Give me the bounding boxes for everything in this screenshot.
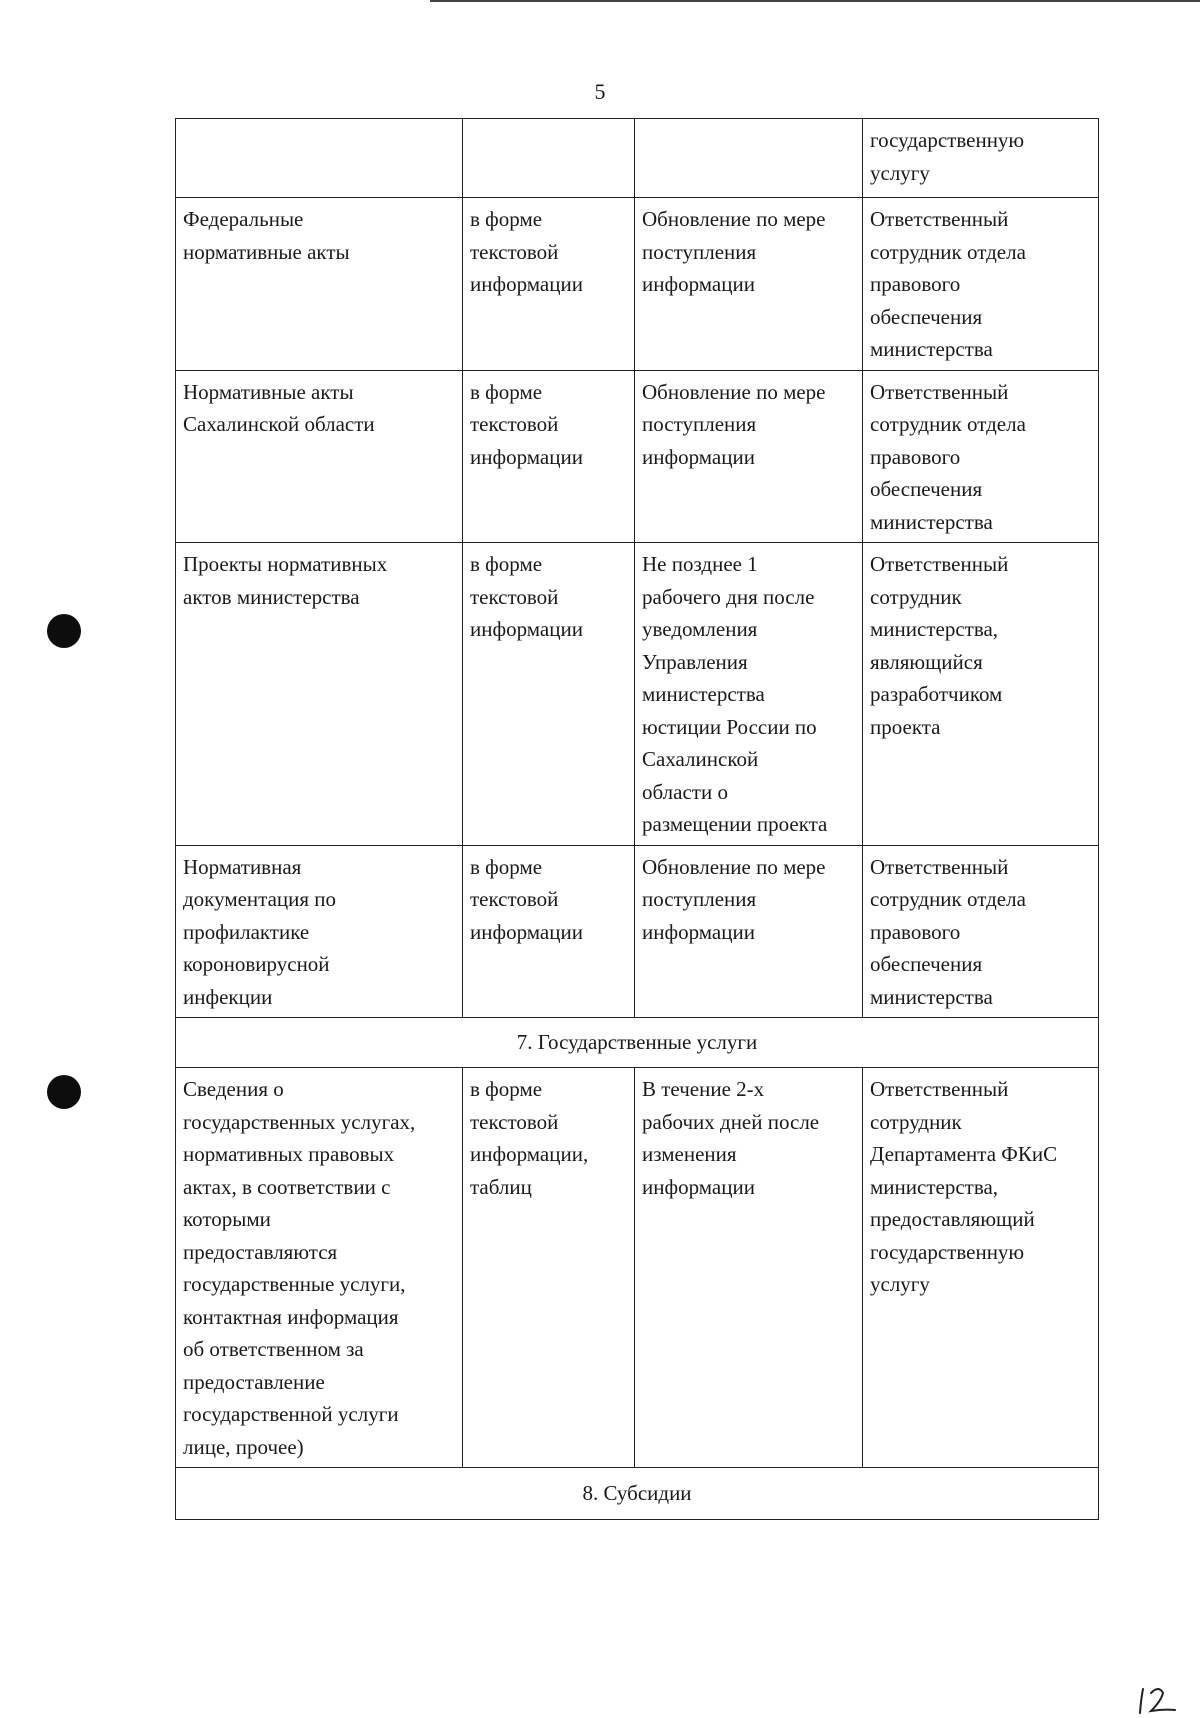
cell-text: В течение 2-х рабочих дней после изменения информации bbox=[642, 1077, 820, 1199]
punch-hole bbox=[47, 614, 81, 648]
cell-text: в форме текстовой информации bbox=[470, 207, 583, 296]
info-publication-table bbox=[175, 118, 1099, 1520]
handwritten-sheet-number bbox=[1137, 1685, 1179, 1715]
section-title: 8. Субсидии bbox=[176, 1468, 1099, 1520]
scan-edge-line bbox=[430, 0, 1200, 2]
section-header-row bbox=[176, 1468, 1099, 1520]
cell-text: Сведения о государственных услугах, нормативных правовых актах, в соответствии с которыми предоставляются государственные услуги, контактная информация об ответственном за предоставление государственной услуги лице, прочее) bbox=[183, 1077, 416, 1459]
cell-text: Федеральные нормативные акты bbox=[183, 207, 350, 264]
cell-text: Нормативная документация по профилактике короновирусной инфекции bbox=[183, 854, 337, 1009]
cell-text: Ответственный сотрудник министерства, являющийся разработчиком проекта bbox=[870, 552, 1009, 739]
cell-text: Проекты нормативных актов министерства bbox=[183, 552, 388, 609]
info-category-cell bbox=[176, 1068, 463, 1468]
format-cell bbox=[463, 370, 635, 543]
cell-text: в форме текстовой информации bbox=[470, 854, 583, 944]
cell-text: в форме текстовой информации, таблиц bbox=[470, 1077, 589, 1199]
info-category-cell bbox=[176, 198, 463, 371]
cell-text: государственную услугу bbox=[870, 128, 1025, 185]
responsible-cell bbox=[863, 198, 1099, 371]
cell-text: в форме текстовой информации bbox=[470, 552, 583, 641]
update-schedule-cell bbox=[635, 198, 863, 371]
table-row bbox=[176, 845, 1099, 1018]
format-cell bbox=[463, 845, 635, 1018]
format-cell bbox=[463, 119, 635, 198]
responsible-cell bbox=[863, 543, 1099, 846]
cell-text: Ответственный сотрудник отдела правового обеспечения министерства bbox=[870, 379, 1026, 534]
responsible-cell bbox=[863, 1068, 1099, 1468]
info-category-cell bbox=[176, 845, 463, 1018]
section-header-row bbox=[176, 1018, 1099, 1068]
responsible-cell bbox=[863, 119, 1099, 198]
responsible-cell bbox=[863, 370, 1099, 543]
cell-text: Ответственный сотрудник Департамента ФКиС министерства, предоставляющий государственную услугу bbox=[870, 1077, 1058, 1296]
cell-text: Обновление по мере поступления информации bbox=[642, 379, 826, 469]
table-row bbox=[176, 543, 1099, 846]
info-category-cell bbox=[176, 370, 463, 543]
update-schedule-cell bbox=[635, 1068, 863, 1468]
table-row bbox=[176, 119, 1099, 198]
format-cell bbox=[463, 543, 635, 846]
punch-hole bbox=[47, 1075, 81, 1109]
cell-text: Ответственный сотрудник отдела правового обеспечения министерства bbox=[870, 207, 1026, 361]
info-category-cell bbox=[176, 543, 463, 846]
update-schedule-cell bbox=[635, 845, 863, 1018]
info-category-cell bbox=[176, 119, 463, 198]
page-number: 5 bbox=[594, 79, 606, 104]
cell-text: Ответственный сотрудник отдела правового обеспечения министерства bbox=[870, 854, 1026, 1009]
table-row bbox=[176, 370, 1099, 543]
section-title: 7. Государственные услуги bbox=[176, 1018, 1099, 1068]
cell-text: Обновление по мере поступления информации bbox=[642, 854, 826, 944]
update-schedule-cell bbox=[635, 543, 863, 846]
cell-text: в форме текстовой информации bbox=[470, 379, 583, 469]
cell-text: Обновление по мере поступления информации bbox=[642, 207, 826, 296]
cell-text: Не позднее 1 рабочего дня после уведомления Управления министерства юстиции России по Сахалинской области о размещении проекта bbox=[642, 552, 828, 836]
update-schedule-cell bbox=[635, 119, 863, 198]
table-body bbox=[176, 119, 1099, 1520]
format-cell bbox=[463, 198, 635, 371]
responsible-cell bbox=[863, 845, 1099, 1018]
update-schedule-cell bbox=[635, 370, 863, 543]
table-row bbox=[176, 198, 1099, 371]
format-cell bbox=[463, 1068, 635, 1468]
table-row bbox=[176, 1068, 1099, 1468]
cell-text: Нормативные акты Сахалинской области bbox=[183, 379, 375, 436]
